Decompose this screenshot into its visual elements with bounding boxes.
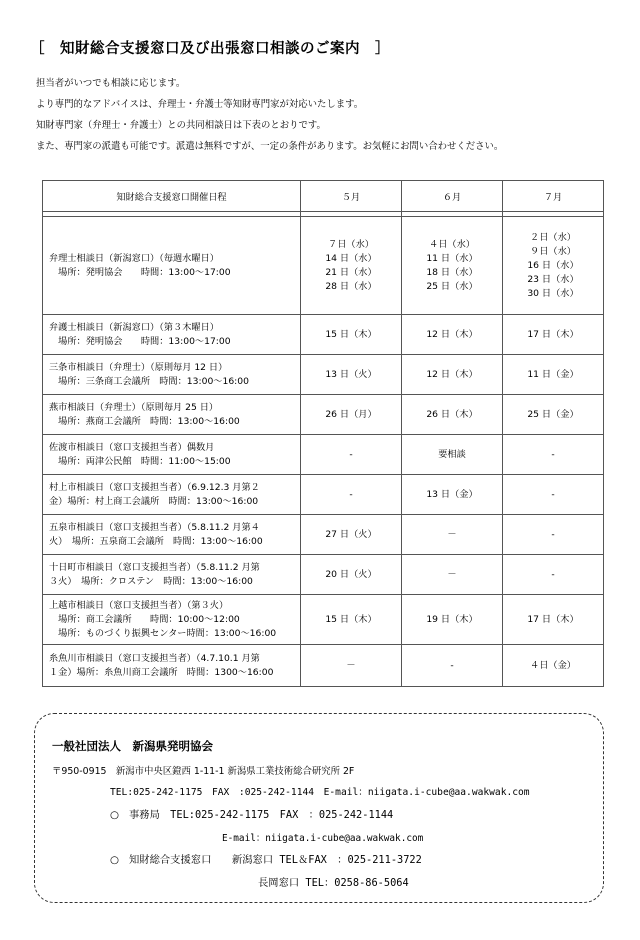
date-value: 17 日（木） xyxy=(527,328,579,340)
date-value: 26 日（木） xyxy=(426,408,478,420)
date-value: ４日（金） xyxy=(530,659,576,671)
description-line: 場所：三条商工会議所 時間：13:00～16:00 xyxy=(49,375,249,387)
table-row xyxy=(43,645,604,687)
description-line: 五泉市相談日（窓口支援担当者）（5.8.11.2 月第４ xyxy=(49,521,260,533)
date-cell-jun xyxy=(402,355,503,395)
description-line: 場所：両津公民館 時間：11:00～15:00 xyxy=(49,455,231,467)
date-value: － xyxy=(447,568,457,580)
date-cell-jul xyxy=(503,217,604,315)
table-header-row xyxy=(43,181,604,212)
date-value: 17 日（木） xyxy=(527,613,579,625)
date-value: 12 日（木） xyxy=(426,328,478,340)
date-value: ４日（水） xyxy=(429,238,475,250)
date-cell-may xyxy=(301,555,402,595)
contact-support-line xyxy=(110,851,422,866)
page-title: ［ 知財総合支援窓口及び出張窓口相談のご案内 ］ xyxy=(30,41,390,57)
date-cell-may xyxy=(301,355,402,395)
date-cell-jul xyxy=(503,395,604,435)
row-description xyxy=(43,395,301,435)
description-line: ３火） 場所：クロステン 時間：13:00～16:00 xyxy=(49,575,253,587)
row-description xyxy=(43,645,301,687)
date-value: - xyxy=(551,448,555,460)
description-line: 佐渡市相談日（窓口支援担当者）偶数月 xyxy=(49,441,215,453)
date-cell-jul xyxy=(503,355,604,395)
date-cell-may xyxy=(301,645,402,687)
row-description xyxy=(43,315,301,355)
table-row xyxy=(43,395,604,435)
intro-line: 知財専門家（弁理士・弁護士）との共同相談日は下表のとおりです。 xyxy=(36,120,326,131)
date-value: 20 日（火） xyxy=(325,568,377,580)
date-value: ２日（水） xyxy=(530,231,576,243)
description-line: 場所：発明協会 時間：13:00～17:00 xyxy=(49,266,231,278)
date-cell-jun xyxy=(402,435,503,475)
description-line: 糸魚川市相談日（窓口支援担当者）（4.7.10.1 月第 xyxy=(49,652,260,664)
date-value: 28 日（水） xyxy=(325,280,377,292)
date-value: 19 日（木） xyxy=(426,613,478,625)
description-line: 燕市相談日（弁理士）（原則毎月 25 日） xyxy=(49,401,219,413)
description-line: 上越市相談日（窓口支援担当者）（第３火） xyxy=(49,599,229,611)
date-cell-may xyxy=(301,435,402,475)
description-line: 弁護士相談日（新潟窓口）（第３木曜日） xyxy=(49,321,219,333)
date-cell-may xyxy=(301,515,402,555)
circle-bullet-icon: ○ xyxy=(110,854,119,866)
header-june: ６月 xyxy=(402,181,503,212)
description-line: 金）場所：村上商工会議所 時間：13:00～16:00 xyxy=(49,495,259,507)
date-value: － xyxy=(346,659,356,671)
table-row xyxy=(43,217,604,315)
date-value: ９日（水） xyxy=(530,245,576,257)
row-description xyxy=(43,217,301,315)
header-may: ５月 xyxy=(301,181,402,212)
date-value: 15 日（木） xyxy=(325,328,377,340)
date-value: - xyxy=(551,528,555,540)
date-value: 13 日（金） xyxy=(426,488,478,500)
description-line: 火） 場所：五泉商工会議所 時間：13:00～16:00 xyxy=(49,535,263,547)
date-value: 13 日（火） xyxy=(325,368,377,380)
date-cell-jun xyxy=(402,315,503,355)
header-july: ７月 xyxy=(503,181,604,212)
table-row xyxy=(43,595,604,645)
date-value: 11 日（水） xyxy=(426,252,478,264)
date-cell-jul xyxy=(503,315,604,355)
description-line: 場所：燕商工会議所 時間：13:00～16:00 xyxy=(49,415,240,427)
date-cell-jun xyxy=(402,645,503,687)
row-description xyxy=(43,355,301,395)
date-cell-may xyxy=(301,395,402,435)
description-line: １金）場所：糸魚川商工会議所 時間：1300～16:00 xyxy=(49,666,274,678)
date-value: - xyxy=(551,488,555,500)
date-cell-jul xyxy=(503,595,604,645)
table-row xyxy=(43,475,604,515)
organization-address: 〒950-0915 新潟市中央区鐙西 1-11-1 新潟県工業技術総合研究所 2F xyxy=(52,766,355,777)
date-value: - xyxy=(450,659,454,671)
description-line: 場所：発明協会 時間：13:00～17:00 xyxy=(49,335,231,347)
support-contact: 知財総合支援窓口 新潟窓口 TEL＆FAX ：025-211-3722 xyxy=(129,854,422,866)
description-line: 村上市相談日（窓口支援担当者）（6.9.12.3 月第２ xyxy=(49,481,260,493)
intro-line: 担当者がいつでも相談に応じます。 xyxy=(36,78,186,89)
date-value: ７日（水） xyxy=(328,238,374,250)
date-cell-jul xyxy=(503,645,604,687)
row-description xyxy=(43,515,301,555)
date-value: 要相談 xyxy=(438,448,466,460)
description-line: 十日町市相談日（窓口支援担当者）（5.8.11.2 月第 xyxy=(49,561,260,573)
date-cell-jun xyxy=(402,475,503,515)
circle-bullet-icon: ○ xyxy=(110,809,119,821)
date-value: 26 日（月） xyxy=(325,408,377,420)
row-description xyxy=(43,435,301,475)
contact-main-line: TEL:025-242-1175 FAX :025-242-1144 E-mail：niigata.i-cube@aa.wakwak.com xyxy=(110,787,530,798)
date-cell-may xyxy=(301,217,402,315)
description-line: 場所：商工会議所 時間：10:00～12:00 xyxy=(49,613,240,625)
date-value: 16 日（水） xyxy=(527,259,579,271)
date-value: 14 日（水） xyxy=(325,252,377,264)
date-cell-may xyxy=(301,595,402,645)
schedule-table xyxy=(42,180,604,687)
description-line: 三条市相談日（弁理士）（原則毎月 12 日） xyxy=(49,361,228,373)
intro-text xyxy=(36,73,503,157)
organization-name: 一般社団法人 新潟県発明協会 xyxy=(52,739,213,753)
date-value: 23 日（水） xyxy=(527,273,579,285)
table-row xyxy=(43,555,604,595)
date-value: - xyxy=(551,568,555,580)
table-row xyxy=(43,435,604,475)
date-cell-jun xyxy=(402,395,503,435)
date-cell-jul xyxy=(503,555,604,595)
date-value: 27 日（火） xyxy=(325,528,377,540)
intro-line: また、専門家の派遣も可能です。派遣は無料ですが、一定の条件があります。お気軽にお問い合わせください。 xyxy=(36,141,504,152)
date-cell-jun xyxy=(402,217,503,315)
contact-email-line: E-mail：niigata.i-cube@aa.wakwak.com xyxy=(222,833,424,844)
row-description xyxy=(43,555,301,595)
date-value: 30 日（水） xyxy=(527,287,579,299)
date-cell-jun xyxy=(402,555,503,595)
date-cell-jul xyxy=(503,475,604,515)
header-schedule: 知財総合支援窓口開催日程 xyxy=(43,181,301,212)
date-value: 12 日（木） xyxy=(426,368,478,380)
office-contact: 事務局 TEL:025-242-1175 FAX ：025-242-1144 xyxy=(129,809,394,821)
date-value: 18 日（水） xyxy=(426,266,478,278)
date-cell-jun xyxy=(402,515,503,555)
contact-nagaoka-line: 長岡窓口 TEL：0258-86-5064 xyxy=(258,877,409,889)
date-value: - xyxy=(349,488,353,500)
row-description xyxy=(43,475,301,515)
date-value: － xyxy=(447,528,457,540)
table-row xyxy=(43,315,604,355)
date-cell-jul xyxy=(503,515,604,555)
date-cell-jun xyxy=(402,595,503,645)
description-line: 場所：ものづくり振興センター時間：13:00～16:00 xyxy=(49,627,277,639)
row-description xyxy=(43,595,301,645)
date-cell-may xyxy=(301,315,402,355)
date-value: 11 日（金） xyxy=(527,368,579,380)
intro-line: より専門的なアドバイスは、弁理士・弁護士等知財専門家が対応いたします。 xyxy=(36,99,364,110)
description-line: 弁理士相談日（新潟窓口）（毎週水曜日） xyxy=(49,252,219,264)
table-row xyxy=(43,355,604,395)
date-value: 25 日（金） xyxy=(527,408,579,420)
date-value: 21 日（水） xyxy=(325,266,377,278)
date-cell-jul xyxy=(503,435,604,475)
date-value: 25 日（水） xyxy=(426,280,478,292)
date-cell-may xyxy=(301,475,402,515)
contact-office-line xyxy=(110,806,393,821)
table-row xyxy=(43,515,604,555)
date-value: - xyxy=(349,448,353,460)
date-value: 15 日（木） xyxy=(325,613,377,625)
